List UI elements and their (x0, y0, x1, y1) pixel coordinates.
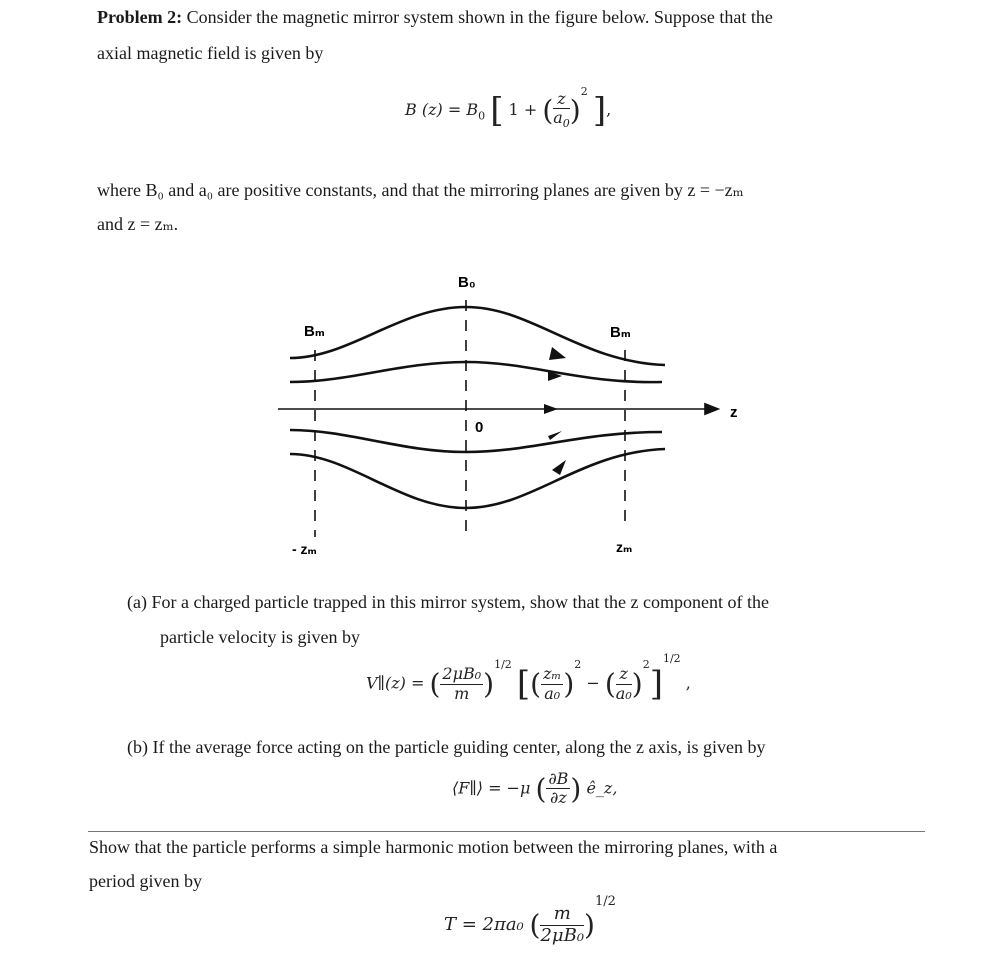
problem-intro-line2: axial magnetic field is given by (97, 43, 324, 63)
field-line-outer-bottom (290, 449, 665, 508)
arrow-outer-bottom-icon (552, 460, 566, 475)
label-z-axis: z (730, 404, 738, 421)
label-bm-left: Bₘ (304, 323, 325, 340)
part-b-line1: (b) If the average force acting on the particle guiding center, along the z axis, is given by (127, 737, 766, 757)
label-bm-right: Bₘ (610, 324, 631, 341)
conclusion-line2: period given by (89, 871, 202, 891)
label-origin: 0 (475, 419, 484, 436)
field-line-inner-top (290, 362, 662, 382)
force-equation: ⟨F∥⟩ = −μ ( $\frac{\partial B}{\partial z}$ ) ê_z, (452, 769, 618, 808)
conclusion-line1: Show that the particle performs a simple harmonic motion between the mirroring planes, with a (89, 837, 778, 857)
eq1-fraction: $\frac{z}{a_0}$ (553, 89, 570, 131)
section-divider (88, 831, 925, 832)
velocity-frac1: $\frac{\text{2μB₀}}{m}$ (442, 664, 482, 703)
force-fraction: $\frac{\partial B}{\partial z}$ (548, 769, 569, 808)
velocity-frac2: $\frac{\text{zₘ}}{\text{a₀}}$ (543, 664, 562, 703)
eq1-lhs: B (z) = B (405, 100, 479, 120)
eq1-one-plus: 1 + (508, 100, 538, 120)
eq1-exponent: 2 (580, 84, 588, 98)
part-a-line2: particle velocity is given by (160, 627, 360, 647)
problem-label: Problem 2: (97, 7, 183, 27)
period-lhs: T = 2πa₀ (444, 914, 524, 936)
arrow-outer-top-icon (549, 347, 566, 360)
problem-intro-line1 (97, 7, 773, 29)
where-line2: and z = zₘ. (97, 214, 179, 234)
velocity-lhs: V∥(z) = (366, 673, 425, 693)
period-fraction: $\frac{m}{\text{2μB₀}}$ (540, 903, 585, 946)
field-line-outer-top (290, 307, 665, 365)
field-equation: B $(z) = B_0$ [ 1 + ( $\frac{z}{a_0}$ )$^2$ ], (405, 84, 612, 131)
velocity-equation: V∥(z) = ( $\frac{\text{2μB₀}}{m}$ )$^{1/2}$ [( $\frac{\text{zₘ}}{\text{a₀}}$ )$^2$ − ( $\frac{z}{\text{a₀}}$ )$^2$]$^{1/2}$ , (366, 652, 691, 704)
part-a-line1: (a) For a charged particle trapped in this mirror system, show that the z component of the (127, 592, 769, 612)
label-minus-zm: - zₘ (292, 541, 317, 557)
where-line1: where B₀ and a₀ are positive constants, and that the mirroring planes are given by z = −zₘ (97, 180, 744, 200)
period-equation: T = 2πa₀ ( $\frac{m}{\text{2μB₀}}$ )$^{1/2}$ (444, 894, 616, 946)
force-lhs: ⟨F∥⟩ = −μ (452, 778, 531, 798)
arrow-inner-bottom-icon (548, 431, 562, 440)
label-b0: B₀ (458, 274, 476, 291)
axis-midpoint-arrow-icon (544, 404, 558, 414)
problem-intro-text: Consider the magnetic mirror system shown in the figure below. Suppose that the (186, 7, 773, 27)
magnetic-mirror-figure (270, 262, 760, 562)
velocity-frac3: $\frac{z}{\text{a₀}}$ (615, 664, 632, 703)
label-zm: zₘ (616, 539, 633, 555)
eq1-sub: 0 (478, 109, 486, 123)
